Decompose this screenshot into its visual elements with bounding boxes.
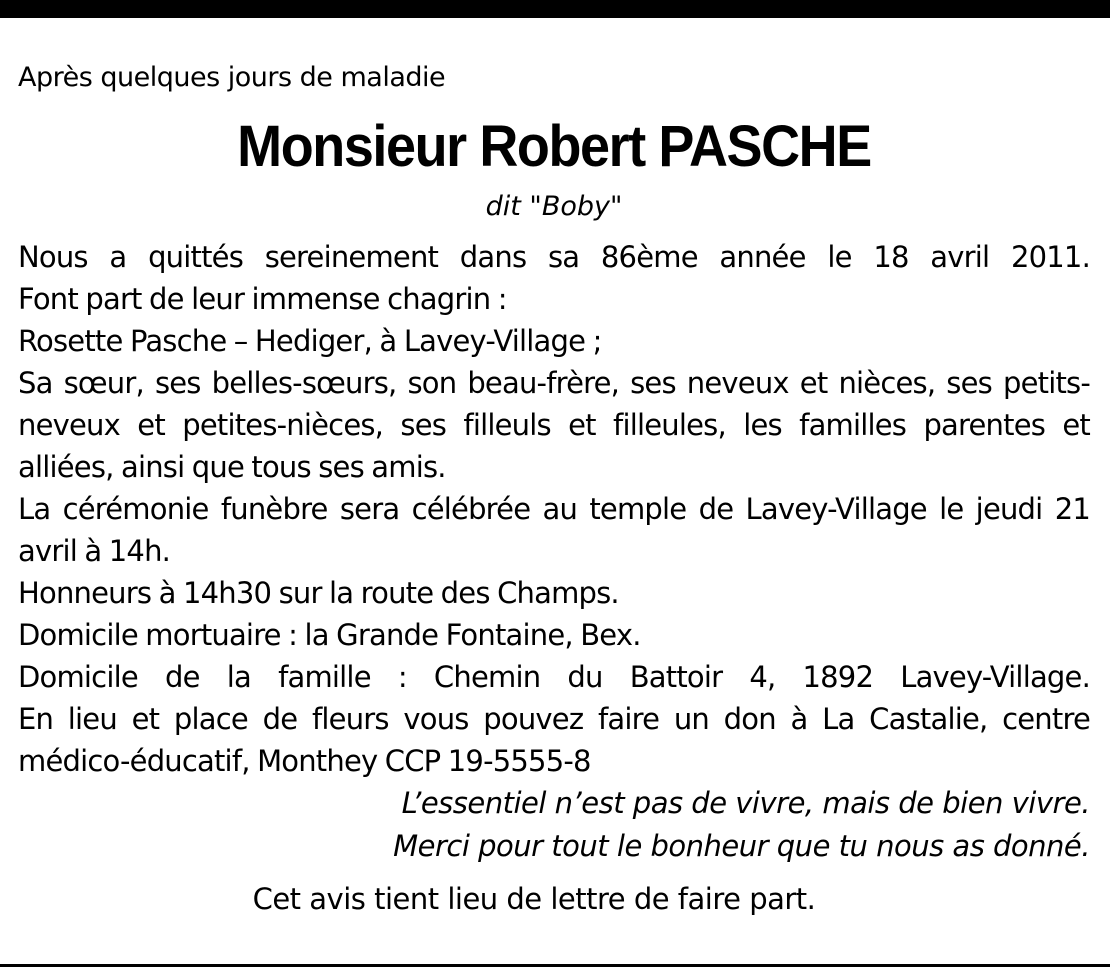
top-border-rule [0, 0, 1110, 18]
closing-statement: Cet avis tient lieu de lettre de faire part. [252, 882, 816, 916]
closing-quotes [18, 782, 1090, 868]
paragraph-honours: Honneurs à 14h30 sur la route des Champs. [18, 576, 619, 610]
paragraph-mortuary: Domicile mortuaire : la Grande Fontaine, Bex. [18, 618, 641, 652]
notice-body [18, 236, 1090, 782]
paragraph-spouse: Rosette Pasche – Hediger, à Lavey-Village ; [18, 324, 602, 358]
paragraph-donation: En lieu et place de fleurs vous pouvez faire un don à La Castalie, centre médico-éducatif, Monthey CCP 19-5555-8 [18, 702, 1090, 778]
quote-line-1: L’essentiel n’est pas de vivre, mais de bien vivre. [401, 786, 1090, 820]
paragraph-family-home: Domicile de la famille : Chemin du Battoir 4, 1892 Lavey-Village. [18, 660, 1090, 694]
paragraph-ceremony: La cérémonie funèbre sera célébrée au temple de Lavey-Village le jeudi 21 avril à 14h. [18, 492, 1090, 568]
paragraph-family: Sa sœur, ses belles-sœurs, son beau-frère, ses neveux et nièces, ses petits-neveux et petites-nièces, ses filleuls et filleules, les familles parentes et alliées, ainsi que tous ses amis. [18, 366, 1090, 484]
nickname: dit "Boby" [485, 191, 623, 222]
quote-line-2: Merci pour tout le bonheur que tu nous as donné. [393, 829, 1090, 863]
intro-line: Après quelques jours de maladie [18, 62, 446, 93]
obituary-notice [18, 56, 1090, 920]
bottom-border-rule [0, 964, 1110, 967]
deceased-name: Monsieur Robert PASCHE [237, 114, 871, 179]
paragraph-announcement: Font part de leur immense chagrin : [18, 282, 507, 316]
paragraph-passing: Nous a quittés sereinement dans sa 86ème année le 18 avril 2011. [18, 240, 1090, 274]
